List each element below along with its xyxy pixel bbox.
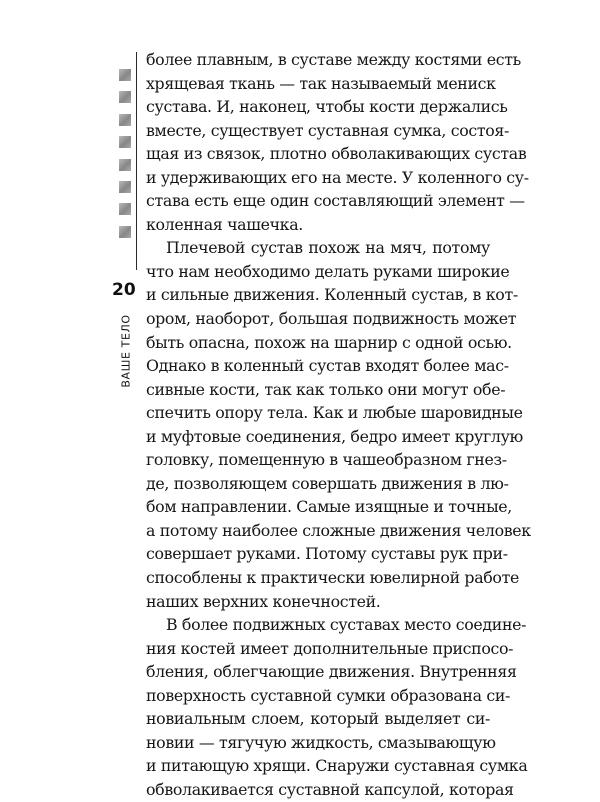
margin-square bbox=[119, 203, 131, 215]
text-line: В более подвижных суставах место соедине- bbox=[166, 615, 527, 635]
margin-square bbox=[119, 136, 131, 148]
text-line: и муфтовые соединения, бедро имеет круглую bbox=[146, 426, 523, 446]
text-line: что нам необходимо делать руками широкие bbox=[146, 261, 510, 281]
text-line: ния костей имеет дополнительные приспосо- bbox=[146, 638, 514, 658]
text-line: новиальным слоем, который выделяет си- bbox=[146, 709, 490, 729]
text-line: вместе, существует суставная сумка, состоя- bbox=[146, 120, 510, 140]
text-line: более плавным, в суставе между костями есть bbox=[146, 50, 521, 69]
margin-square bbox=[119, 91, 131, 103]
text-line: а потому наиболее сложные движения человек bbox=[146, 520, 531, 540]
margin-rule bbox=[136, 52, 137, 270]
running-head: ВАШЕ ТЕЛО bbox=[119, 314, 133, 388]
text-line: и сильные движения. Коленный сустав, в кот- bbox=[146, 285, 518, 305]
margin-square bbox=[119, 159, 131, 171]
paragraph bbox=[146, 236, 531, 613]
text-line: ором, наоборот, большая подвижность может bbox=[146, 309, 517, 329]
text-line: способлены к практически ювелирной работе bbox=[146, 568, 519, 588]
text-line: Однако в коленный сустав входят более мас- bbox=[146, 356, 509, 376]
margin-square bbox=[119, 69, 131, 81]
text-line: сивные кости, так как только они могут обе- bbox=[146, 379, 506, 399]
text-line: де, позволяющем совершать движения в лю- bbox=[146, 473, 509, 493]
text-line: става есть еще один составляющий элемент — bbox=[146, 191, 525, 211]
text-line: спечить опору тела. Как и любые шаровидные bbox=[146, 403, 523, 423]
page-number: 20 bbox=[112, 280, 136, 300]
paragraph bbox=[146, 613, 528, 801]
text-line: хрящевая ткань — так называемый мениск bbox=[146, 73, 496, 93]
text-line: и питающую хрящи. Снаружи суставная сумка bbox=[146, 756, 528, 776]
text-line: головку, помещенную в чашеобразном гнез- bbox=[146, 450, 507, 470]
margin-square bbox=[119, 181, 131, 193]
margin-square bbox=[119, 114, 131, 126]
text-line: обволакивается суставной капсулой, которая bbox=[146, 779, 514, 799]
text-line: Плечевой сустав похож на мяч, потому bbox=[166, 238, 490, 258]
body-text bbox=[146, 48, 531, 802]
text-line: коленная чашечка. bbox=[146, 214, 303, 234]
text-line: сустава. И, наконец, чтобы кости держались bbox=[146, 97, 508, 117]
margin-square bbox=[119, 226, 131, 238]
text-line: наших верхних конечностей. bbox=[146, 591, 381, 611]
text-line: щая из связок, плотно обволакивающих сустав bbox=[146, 144, 527, 164]
text-line: бления, облегчающие движения. Внутренняя bbox=[146, 662, 517, 682]
margin-decoration bbox=[119, 69, 131, 248]
text-line: быть опасна, похож на шарнир с одной осью. bbox=[146, 332, 512, 352]
text-line: совершает руками. Потому суставы рук при- bbox=[146, 544, 508, 564]
text-line: новии — тягучую жидкость, смазывающую bbox=[146, 732, 496, 752]
text-line: бом направлении. Самые изящные и точные, bbox=[146, 497, 512, 517]
text-line: и удерживающих его на месте. У коленного су- bbox=[146, 167, 529, 187]
paragraph bbox=[146, 48, 529, 236]
text-line: поверхность суставной сумки образована си- bbox=[146, 685, 511, 705]
